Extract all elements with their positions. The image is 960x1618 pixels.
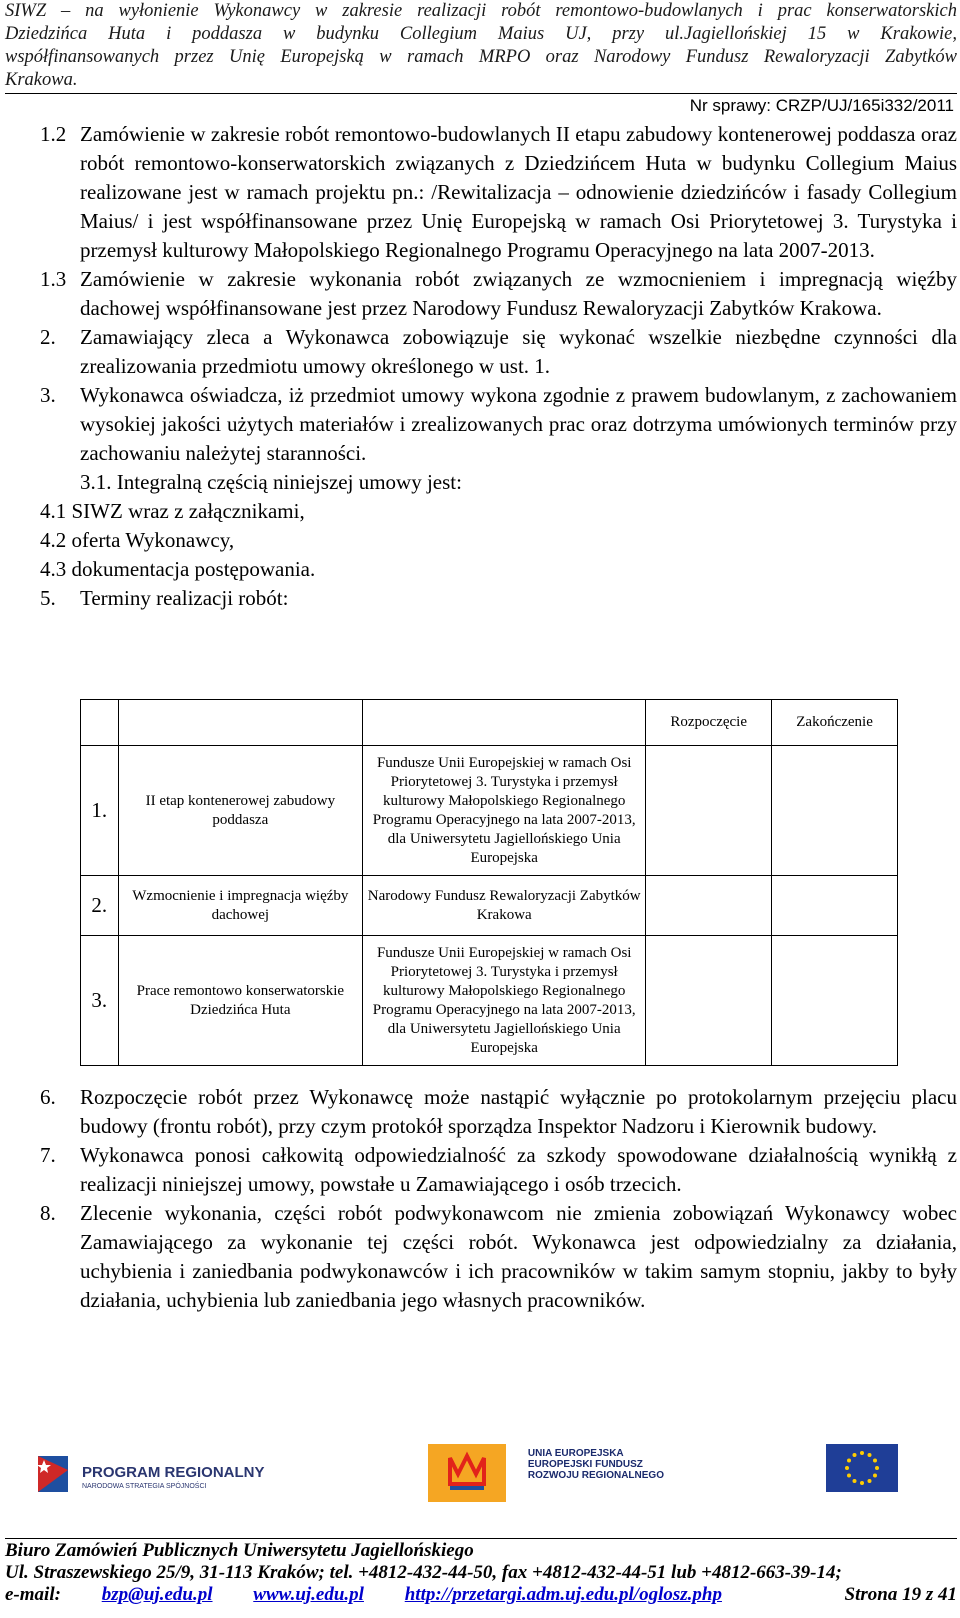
- eu-star: [847, 1474, 851, 1478]
- row-end: [772, 876, 898, 936]
- section-1-2: [40, 120, 957, 265]
- website-link[interactable]: www.uj.edu.pl: [253, 1584, 364, 1605]
- list-item: 4.1 SIWZ wraz z załącznikami,: [40, 499, 305, 523]
- row-start: [646, 936, 772, 1066]
- list-item: 4.3 dokumentacja postępowania.: [40, 557, 316, 581]
- section-number: 1.3: [40, 267, 67, 291]
- row-end: [772, 936, 898, 1066]
- section-7: [40, 1141, 957, 1199]
- table-cell: [118, 700, 363, 746]
- star-flag-icon: [30, 1450, 74, 1500]
- table-cell: [81, 700, 119, 746]
- eu-star: [868, 1479, 872, 1483]
- footer-links: [5, 1584, 957, 1606]
- section-text: Zamówienie w zakresie wykonania robót związanych ze wzmocnieniem i impregnacją więźby dachowej współfinansowane jest przez Narodowy Fundusz Rewaloryzacji Zabytków Krakowa.: [80, 267, 957, 320]
- section-number: 8.: [40, 1201, 56, 1225]
- row-title: Prace remontowo konserwatorskie Dziedzińca Huta: [118, 936, 363, 1066]
- section-number: 2.: [40, 325, 56, 349]
- section-1-3: [40, 265, 957, 323]
- case-number: Nr sprawy: CRZP/UJ/165i332/2011: [689, 96, 954, 115]
- row-index: 1.: [81, 746, 119, 876]
- eu-star: [873, 1459, 877, 1463]
- section-3: [40, 381, 957, 468]
- section-text: Zlecenie wykonania, części robót podwykonawcom nie zmienia zobowiązań Wykonawcy wobec Zamawiającego za wykonanie tej części robót. Wykonawca jest odpowiedzialny za działania, uchybienia i zaniedbania podwykonawców i ich pracowników w takim samym stopniu, jakby to były działania, uchybienia lub zaniedbania jego własnych pracowników.: [80, 1201, 957, 1312]
- row-title: Wzmocnienie i impregnacja więźby dachowej: [118, 876, 363, 936]
- funding-logos: [0, 1440, 960, 1510]
- header-line-4: Krakowa.: [5, 70, 78, 90]
- header-divider: [5, 93, 957, 94]
- table-row: [81, 876, 898, 936]
- eu-star: [860, 1451, 864, 1455]
- eu-star: [845, 1466, 849, 1470]
- row-funding: Narodowy Fundusz Rewaloryzacji Zabytków Krakowa: [363, 876, 646, 936]
- section-2: [40, 323, 957, 381]
- section-6: [40, 1083, 957, 1141]
- eu-star: [873, 1474, 877, 1478]
- footer-divider: [5, 1538, 957, 1539]
- eu-star: [853, 1479, 857, 1483]
- section-text: Zamówienie w zakresie robót remontowo-budowlanych II etapu zabudowy kontenerowej poddasza oraz robót remontowo-konserwatorskich związanych z Dziedzińcem Huta w budynku Collegium Maius realizowane jest w ramach projektu pn.: /Rewitalizacja – odnowienie dziedzińców i fasady Collegium Maius/ i jest współfinansowane przez Unię Europejską w ramach Osi Priorytetowej 3. Turystyka i przemysł kulturowy Małopolskiego Regionalnego Programu Operacyjnego na lata 2007-2013.: [80, 122, 957, 262]
- page-number: Strona 19 z 41: [844, 1584, 957, 1605]
- header-line-1: SIWZ – na wyłonienie Wykonawcy w zakresie realizacji robót remontowo-budowlanych i prac konserwatorskich: [5, 1, 957, 21]
- row-start: [646, 876, 772, 936]
- program-regionalny-subtext: NARODOWA STRATEGIA SPÓJNOŚCI: [82, 1483, 207, 1490]
- section-text: Rozpoczęcie robót przez Wykonawcę może nastąpić wyłącznie po protokolarnym przejęciu placu budowy (frontu robót), przy czym protokół sporządza Inspektor Nadzoru i Kierownik budowy.: [80, 1085, 957, 1138]
- program-regionalny-text: PROGRAM REGIONALNY: [82, 1464, 265, 1481]
- table-cell: [363, 700, 646, 746]
- malopolska-emblem-icon: [428, 1444, 506, 1502]
- eu-line-2: EUROPEJSKI FUNDUSZ: [527, 1459, 643, 1470]
- section-number: 6.: [40, 1085, 56, 1109]
- document-header: [5, 0, 957, 92]
- eu-flag-icon: [826, 1444, 898, 1492]
- section-number: 5.: [40, 586, 56, 610]
- table-header-row: [81, 700, 898, 746]
- section-number: 1.2: [40, 122, 67, 146]
- section-3-1: 3.1. Integralną częścią niniejszej umowy jest:: [80, 470, 462, 494]
- email-link[interactable]: bzp@uj.edu.pl: [101, 1584, 213, 1605]
- eu-line-3: ROZWOJU REGIONALNEGO: [527, 1470, 664, 1481]
- malopolska-logo: [428, 1444, 506, 1502]
- email-label: e-mail:: [5, 1584, 61, 1605]
- tenders-link[interactable]: http://przetargi.adm.uj.edu.pl/oglosz.php: [404, 1584, 722, 1605]
- section-text: Wykonawca ponosi całkowitą odpowiedzialność za szkody spowodowane działalnością wynikłą z realizacji niniejszej umowy, powstałe u Zamawiającego i osób trzecich.: [80, 1143, 957, 1196]
- table-row: [81, 936, 898, 1066]
- row-index: 3.: [81, 936, 119, 1066]
- row-funding: Fundusze Unii Europejskiej w ramach Osi Priorytetowej 3. Turystyka i przemysł kulturowy Małopolskiego Regionalnego Programu Operacyjnego na lata 2007-2013, dla Uniwersytetu Jagiellońskiego Unia Europejska: [363, 936, 646, 1066]
- table-row: [81, 746, 898, 876]
- program-regionalny-logo: [30, 1450, 265, 1505]
- footer-office: Biuro Zamówień Publicznych Uniwersytetu Jagiellońskiego: [5, 1540, 474, 1561]
- document-body-bottom: [40, 1083, 957, 1315]
- row-end: [772, 746, 898, 876]
- column-header-end: Zakończenie: [772, 700, 898, 746]
- list-item: 4.2 oferta Wykonawcy,: [40, 528, 235, 552]
- eu-star: [853, 1453, 857, 1457]
- footer-address: Ul. Straszewskiego 25/9, 31-113 Kraków; tel. +4812-432-44-50, fax +4812-432-44-51 lub +4812-663-39-14;: [5, 1562, 842, 1583]
- eu-logo-text: [528, 1448, 664, 1481]
- eu-star: [868, 1453, 872, 1457]
- row-funding: Fundusze Unii Europejskiej w ramach Osi Priorytetowej 3. Turystyka i przemysł kulturowy Małopolskiego Regionalnego Programu Operacyjnego na lata 2007-2013, dla Uniwersytetu Jagiellońskiego Unia Europejska: [363, 746, 646, 876]
- section-text: Wykonawca oświadcza, iż przedmiot umowy wykona zgodnie z prawem budowlanym, z zachowaniem wysokiej jakości użytych materiałów i zrealizowanych prac oraz dotrzyma umówionych terminów przy zachowaniu należytej staranności.: [80, 383, 957, 465]
- eu-star: [860, 1481, 864, 1485]
- eu-star: [875, 1466, 879, 1470]
- section-number: 7.: [40, 1143, 56, 1167]
- row-title: II etap kontenerowej zabudowy poddasza: [118, 746, 363, 876]
- document-body-top: [40, 120, 957, 613]
- eu-star: [847, 1459, 851, 1463]
- section-text: Zamawiający zleca a Wykonawca zobowiązuje się wykonać wszelkie niezbędne czynności dla zrealizowania przedmiotu umowy określonego w ust. 1.: [80, 325, 957, 378]
- section-number: 3.: [40, 383, 56, 407]
- column-header-start: Rozpoczęcie: [646, 700, 772, 746]
- schedule-table: [80, 699, 898, 1066]
- header-line-2: Dziedzińca Huta i poddasza w budynku Collegium Maius UJ, przy ul.Jagiellońskiej 15 w Krakowie,: [5, 24, 957, 44]
- row-index: 2.: [81, 876, 119, 936]
- eu-line-1: UNIA EUROPEJSKA: [527, 1448, 624, 1459]
- row-start: [646, 746, 772, 876]
- header-line-3: współfinansowanych przez Unię Europejską w ramach MRPO oraz Narodowy Fundusz Rewaloryzacji Zabytków: [5, 47, 957, 67]
- section-5: [40, 584, 957, 613]
- document-footer: [5, 1540, 957, 1606]
- section-text: Terminy realizacji robót:: [80, 586, 289, 610]
- section-8: [40, 1199, 957, 1315]
